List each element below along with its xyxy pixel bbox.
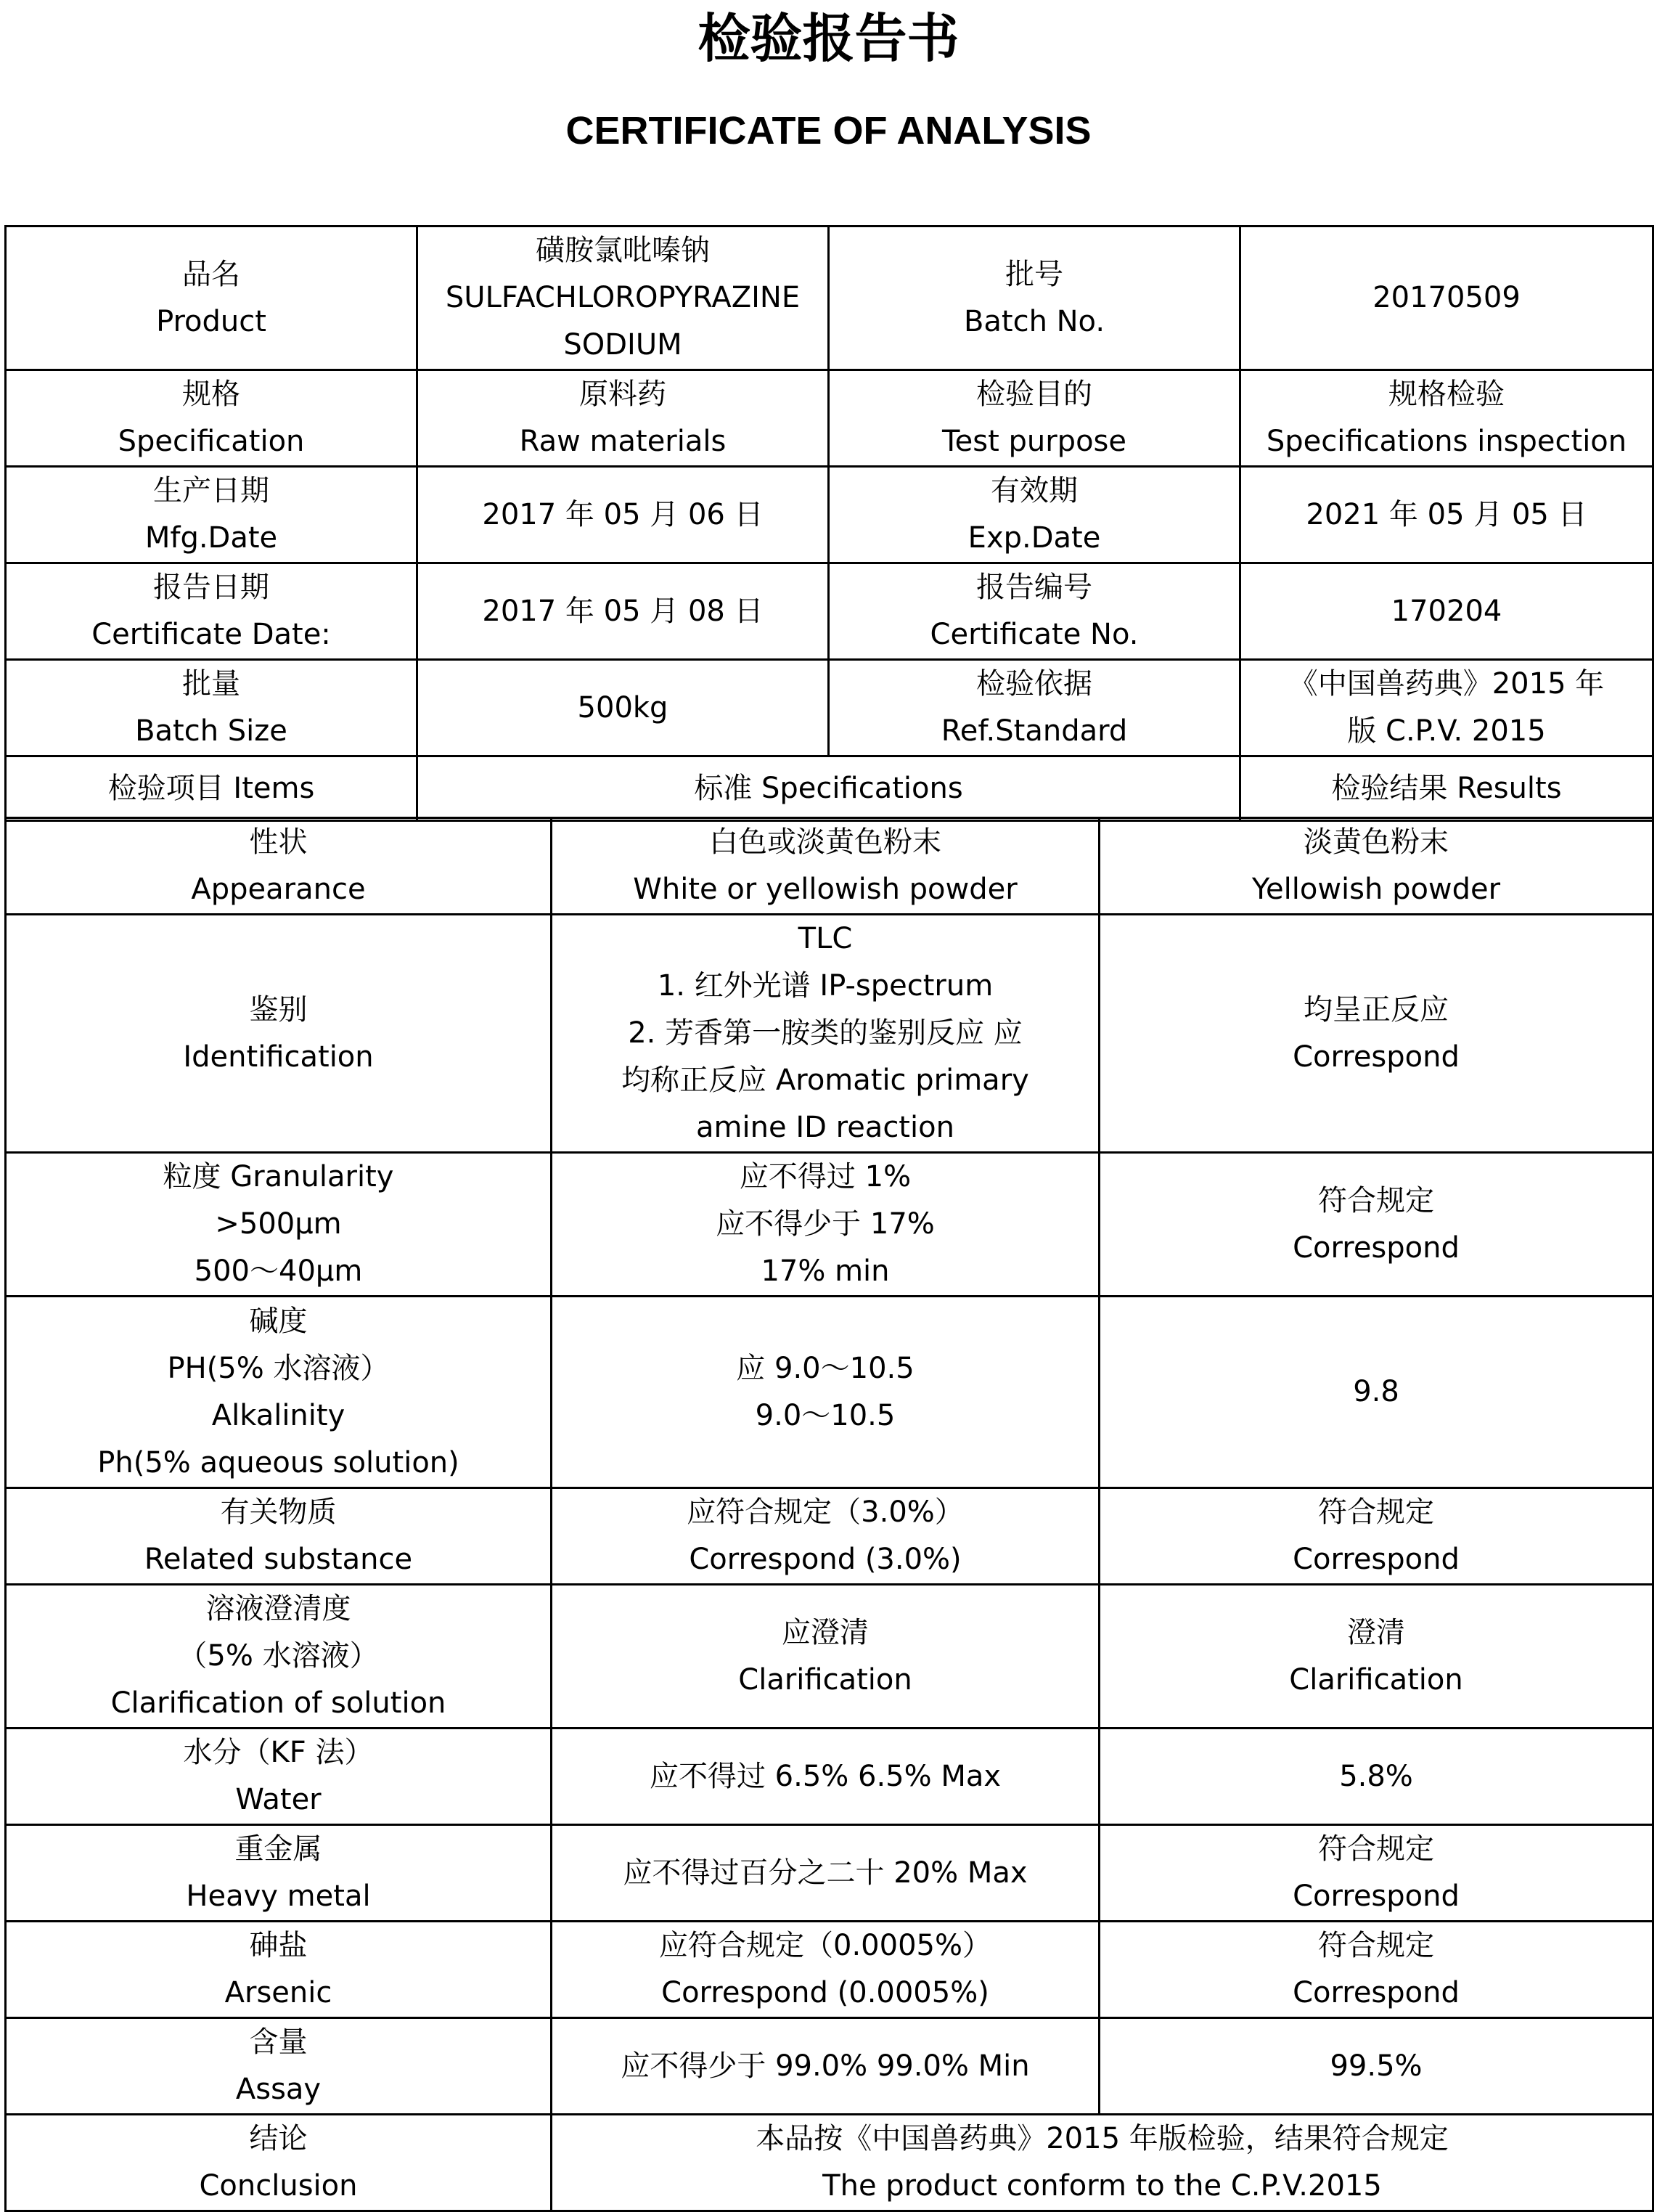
header-label-line: Certificate Date: (91, 618, 331, 651)
header-value-line: 原料药 (579, 377, 666, 411)
column-header-items: 检验项目 Items (6, 756, 417, 821)
test-item-line: 碱度 (249, 1304, 308, 1338)
test-result-line: Clarification (1289, 1662, 1463, 1697)
header-label-line: 报告编号 (976, 571, 1092, 604)
test-result (1100, 818, 1653, 915)
test-specification-line: TLC (798, 922, 853, 955)
test-results-body (6, 818, 1653, 2115)
test-row (6, 1488, 1653, 1585)
test-result (1100, 1825, 1653, 1922)
test-item-line: Assay (235, 2073, 322, 2106)
test-specification-line: 白色或淡黄色粉末 (709, 825, 941, 859)
test-specification-line: 9.0～10.5 (755, 1398, 896, 1432)
header-value (417, 660, 829, 756)
test-item-line: 重金属 (234, 1832, 322, 1866)
header-value-line: 20170509 (1372, 281, 1521, 314)
header-value-line: SODIUM (563, 328, 682, 362)
test-specification (552, 2018, 1100, 2115)
header-label (829, 226, 1240, 370)
test-specification-line: 应不得少于 17% (716, 1207, 935, 1241)
test-result-line: Yellowish powder (1251, 873, 1501, 906)
header-value (417, 563, 829, 660)
test-specification-line: 应符合规定（3.0%） (687, 1495, 964, 1529)
header-value-line: Raw materials (519, 425, 727, 458)
header-value (1240, 467, 1653, 563)
test-specification (552, 915, 1100, 1153)
test-result-line: 符合规定 (1318, 1929, 1434, 1962)
test-specification (552, 1297, 1100, 1488)
header-value (1240, 563, 1653, 660)
test-result-line: Correspond (1293, 1880, 1460, 1913)
header-label (829, 563, 1240, 660)
test-specification-line: 应不得过百分之二十 20% Max (623, 1856, 1028, 1890)
conclusion-text-en: The product conform to the C.P.V.2015 (822, 2169, 1382, 2203)
header-label (6, 467, 417, 563)
header-label (6, 226, 417, 370)
header-label-line: 生产日期 (153, 474, 269, 507)
test-item-line: Arsenic (224, 1976, 332, 2009)
header-value-line: 170204 (1391, 594, 1502, 628)
header-value-line: 500kg (577, 690, 668, 725)
conclusion-label (6, 2115, 552, 2211)
test-item-line: Ph(5% aqueous solution) (97, 1445, 459, 1480)
test-item-line: Clarification of solution (110, 1686, 446, 1720)
test-row (6, 1729, 1653, 1825)
header-row (6, 226, 1653, 370)
test-specification-line: amine ID reaction (696, 1111, 954, 1144)
test-result (1100, 1585, 1653, 1729)
test-specification-line: Clarification (738, 1662, 912, 1697)
test-specification-line: 应不得过 1% (739, 1160, 912, 1193)
test-item-line: Heavy metal (186, 1880, 371, 1913)
conclusion-text (552, 2115, 1653, 2211)
test-row (6, 915, 1653, 1153)
test-specification (552, 818, 1100, 915)
test-item (6, 818, 552, 915)
test-specification (552, 1488, 1100, 1585)
column-header-results: 检验结果 Results (1240, 756, 1653, 821)
header-value-line: 《中国兽药典》2015 年 (1288, 667, 1605, 701)
test-specification-line: Correspond (0.0005%) (661, 1976, 989, 2009)
test-item (6, 1585, 552, 1729)
test-row (6, 1585, 1653, 1729)
header-label (829, 660, 1240, 756)
test-specification (552, 1153, 1100, 1297)
conclusion-label-en: Conclusion (199, 2169, 358, 2203)
header-label-line: 有效期 (991, 474, 1078, 507)
test-result-line: 均呈正反应 (1304, 992, 1449, 1027)
test-specification-line: 应 9.0～10.5 (736, 1351, 915, 1385)
test-result (1100, 1488, 1653, 1585)
test-specification-line: 17% min (761, 1254, 890, 1288)
header-value-line: SULFACHLOROPYRAZINE (445, 281, 801, 314)
header-value-line: 2017 年 05 月 08 日 (482, 594, 764, 628)
test-result-line: 符合规定 (1318, 1495, 1434, 1529)
header-label-line: Ref.Standard (941, 714, 1128, 748)
test-row (6, 2018, 1653, 2115)
test-specification-line: 应符合规定（0.0005%） (659, 1929, 991, 1962)
test-result-line: 5.8% (1339, 1759, 1413, 1793)
test-item-line: 砷盐 (249, 1929, 308, 1962)
test-specification-line: 1. 红外光谱 IP-spectrum (657, 969, 994, 1003)
test-item (6, 1922, 552, 2018)
header-label-line: Test purpose (942, 425, 1126, 458)
test-specification (552, 1585, 1100, 1729)
test-row (6, 1297, 1653, 1488)
conclusion-text-cn: 本品按《中国兽药典》2015 年版检验，结果符合规定 (756, 2122, 1449, 2155)
header-info-body (6, 226, 1653, 756)
test-item (6, 2018, 552, 2115)
test-item (6, 915, 552, 1153)
test-item (6, 1729, 552, 1825)
test-row (6, 1825, 1653, 1922)
header-label (6, 563, 417, 660)
test-item-line: >500μm (215, 1207, 342, 1241)
test-specification-line: 2. 芳香第一胺类的鉴别反应 应 (628, 1016, 1023, 1050)
test-result-line: Correspond (1293, 1040, 1460, 1074)
test-result (1100, 915, 1653, 1153)
conclusion-label-cn: 结论 (249, 2122, 308, 2155)
test-specification-line: 应澄清 (782, 1615, 869, 1649)
test-result-line: Correspond (1293, 1231, 1460, 1265)
header-value (1240, 660, 1653, 756)
header-label (829, 467, 1240, 563)
test-result (1100, 1922, 1653, 2018)
header-label-line: 批量 (182, 667, 240, 701)
test-item-line: Appearance (191, 873, 366, 906)
header-label-line: 批号 (1005, 257, 1063, 291)
test-item (6, 1297, 552, 1488)
document-title-chinese: 检验报告书 (697, 8, 960, 69)
test-item-line: 溶液澄清度 (205, 1592, 351, 1625)
header-value-line: 版 C.P.V. 2015 (1347, 714, 1546, 748)
test-specification-line: 应不得少于 99.0% 99.0% Min (621, 2049, 1030, 2083)
test-result-line: 99.5% (1330, 2049, 1423, 2083)
header-value (417, 370, 829, 467)
test-result-line: Correspond (1293, 1543, 1460, 1576)
test-item-line: 500～40μm (194, 1254, 363, 1288)
header-label-line: 品名 (182, 257, 240, 291)
test-item-line: 有关物质 (220, 1495, 337, 1529)
test-row (6, 818, 1653, 915)
test-result (1100, 1729, 1653, 1825)
header-value-line: 规格检验 (1388, 377, 1505, 411)
test-specification-line: 应不得过 6.5% 6.5% Max (649, 1759, 1002, 1793)
test-specification-line: White or yellowish powder (633, 873, 1018, 906)
test-result-line: 符合规定 (1318, 1183, 1434, 1217)
test-specification (552, 1922, 1100, 2018)
conclusion-row (6, 2115, 1653, 2211)
test-item-line: Alkalinity (211, 1398, 345, 1432)
test-result-line: 9.8 (1353, 1375, 1399, 1408)
test-item-line: 粒度 Granularity (163, 1160, 394, 1193)
header-label-line: Certificate No. (930, 618, 1139, 651)
test-specification-line: Correspond (3.0%) (689, 1543, 962, 1576)
test-item-line: Identification (183, 1040, 374, 1074)
header-value-line: 2017 年 05 月 06 日 (482, 497, 764, 531)
header-label-line: 规格 (182, 377, 240, 411)
header-row (6, 370, 1653, 467)
test-item-line: PH(5% 水溶液） (167, 1351, 390, 1385)
test-item-line: 性状 (249, 825, 308, 859)
header-label (829, 370, 1240, 467)
test-specification-line: 均称正反应 Aromatic primary (621, 1064, 1029, 1097)
header-label-line: 检验依据 (976, 667, 1092, 701)
header-label-line: Batch Size (135, 714, 287, 748)
test-item-line: 含量 (249, 2025, 308, 2059)
header-label (6, 660, 417, 756)
test-result-line: 符合规定 (1318, 1832, 1434, 1866)
header-label-line: Specification (118, 425, 305, 458)
header-label-line: Product (156, 304, 266, 338)
header-label-line: 报告日期 (153, 571, 269, 604)
header-value-line: 磺胺氯吡嗪钠 (536, 234, 710, 267)
header-row (6, 563, 1653, 660)
header-label-line: Exp.Date (967, 521, 1101, 555)
test-result (1100, 1153, 1653, 1297)
test-result (1100, 2018, 1653, 2115)
test-result-line: 澄清 (1347, 1615, 1405, 1649)
header-row (6, 467, 1653, 563)
test-results-table (4, 817, 1654, 2212)
header-label-line: Mfg.Date (144, 521, 278, 555)
header-label-line: 检验目的 (976, 377, 1092, 411)
header-value-line: 2021 年 05 月 05 日 (1306, 497, 1587, 531)
header-label-line: Batch No. (963, 304, 1105, 338)
column-header-specifications: 标准 Specifications (417, 756, 1240, 821)
header-label (6, 370, 417, 467)
header-value (417, 467, 829, 563)
test-result-line: 淡黄色粉末 (1304, 825, 1449, 859)
column-header-body (6, 756, 1653, 821)
test-item-line: （5% 水溶液） (178, 1639, 379, 1673)
header-value (1240, 226, 1653, 370)
column-header-row (6, 756, 1653, 821)
header-value (417, 226, 829, 370)
test-result (1100, 1297, 1653, 1488)
header-info-table (4, 225, 1654, 822)
test-item (6, 1825, 552, 1922)
conclusion-body (6, 2115, 1653, 2211)
header-value (1240, 370, 1653, 467)
test-specification (552, 1825, 1100, 1922)
test-row (6, 1922, 1653, 2018)
test-item (6, 1153, 552, 1297)
header-value-line: Specifications inspection (1266, 425, 1627, 458)
test-specification (552, 1729, 1100, 1825)
document-title-english: CERTIFICATE OF ANALYSIS (565, 109, 1092, 152)
test-item-line: 鉴别 (249, 992, 308, 1027)
header-row (6, 660, 1653, 756)
test-item (6, 1488, 552, 1585)
test-row (6, 1153, 1653, 1297)
test-item-line: Water (235, 1783, 322, 1816)
test-item-line: 水分（KF 法） (183, 1736, 374, 1769)
test-item-line: Related substance (144, 1543, 413, 1576)
test-result-line: Correspond (1293, 1976, 1460, 2009)
